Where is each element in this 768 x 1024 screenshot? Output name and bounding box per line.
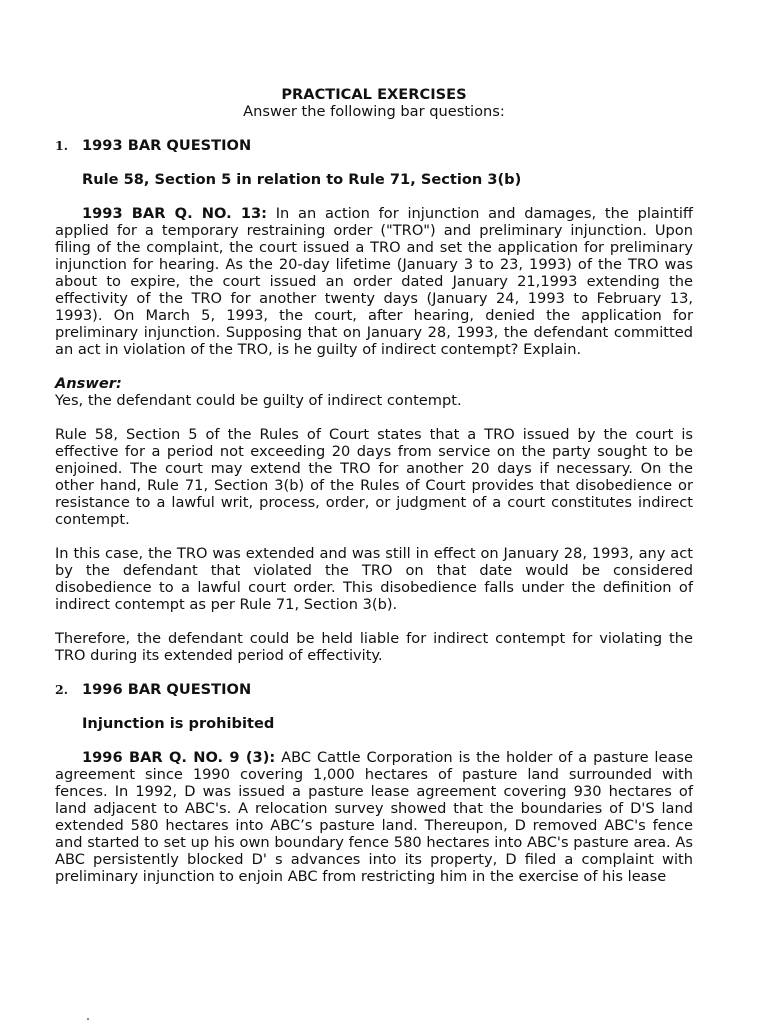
question-2-topic: Injunction is prohibited (82, 715, 275, 732)
spacer (55, 732, 693, 749)
document-page (55, 86, 693, 885)
answer-paragraph-3: Therefore, the defendant could be held liable for indirect contempt for violating the TRO during its extended period of effectivity. (55, 630, 693, 664)
question-2-lead: 1996 BAR Q. NO. 9 (3): (82, 749, 276, 766)
answer-line: Yes, the defendant could be guilty of indirect contempt. (55, 392, 462, 409)
question-2-body: ABC Cattle Corporation is the holder of a pasture lease agreement since 1990 covering 1,000 hectares of pasture land surrounded with fences. In 1992, D was issued a pasture lease agreement covering 930 hectares of land adjacent to ABC's. A relocation survey showed that the boundaries of D'S land extended 580 hectares into ABC’s pasture land. Thereupon, D removed ABC's fence and started to set up his own boundary fence 580 hectares into ABC's pasture area. As ABC persistently blocked D' s advances into its property, D filed a complaint with preliminary injunction to enjoin ABC from restricting him in the exercise of his lease (55, 749, 693, 885)
question-1-number: 1. (55, 138, 69, 153)
spacer (55, 613, 693, 630)
spacer (55, 358, 693, 375)
document-title: PRACTICAL EXERCISES (281, 86, 467, 103)
spacer (55, 664, 693, 681)
document-subtitle: Answer the following bar questions: (243, 103, 505, 120)
question-1-topic: Rule 58, Section 5 in relation to Rule 71, Section 3(b) (82, 171, 522, 188)
answer-paragraph-1: Rule 58, Section 5 of the Rules of Court states that a TRO issued by the court is effective for a period not exceeding 20 days from service on the party sought to be enjoined. The court may extend the TRO for another 20 days if necessary. On the other hand, Rule 71, Section 3(b) of the Rules of Court provides that disobedience or resistance to a lawful writ, process, order, or judgment of a court constitutes indirect contempt. (55, 426, 693, 528)
question-2-text (55, 749, 693, 885)
spacer (55, 528, 693, 545)
stray-mark (87, 1018, 89, 1020)
question-2-heading-text: 1996 BAR QUESTION (82, 681, 252, 698)
spacer (55, 188, 693, 205)
answer-label: Answer: (55, 375, 122, 392)
question-1-body: In an action for injunction and damages, the plaintiff applied for a temporary restraining order ("TRO") and preliminary injunction. Upon filing of the complaint, the court issued a TRO and set the application for preliminary injunction for hearing. As the 20-day lifetime (January 3 to 23, 1993) of the TRO was about to expire, the court issued an order dated January 21,1993 extending the effectivity of the TRO for another twenty days (January 24, 1993 to February 13, 1993). On March 5, 1993, the court, after hearing, denied the application for preliminary injunction. Supposing that on January 28, 1993, the defendant committed an act in violation of the TRO, is he guilty of indirect contempt? Explain. (55, 205, 693, 358)
question-1-lead: 1993 BAR Q. NO. 13: (82, 205, 267, 222)
spacer (55, 409, 693, 426)
question-2-heading (55, 681, 693, 698)
spacer (55, 154, 693, 171)
answer-paragraph-2: In this case, the TRO was extended and was still in effect on January 28, 1993, any act by the defendant that violated the TRO on that date would be considered disobedience to a lawful court order. This disobedience falls under the definition of indirect contempt as per Rule 71, Section 3(b). (55, 545, 693, 613)
question-1-heading-text: 1993 BAR QUESTION (82, 137, 252, 154)
spacer (55, 698, 693, 715)
question-2-number: 2. (55, 682, 69, 697)
spacer (55, 120, 693, 137)
question-1-text (55, 205, 693, 358)
question-1-heading (55, 137, 693, 154)
